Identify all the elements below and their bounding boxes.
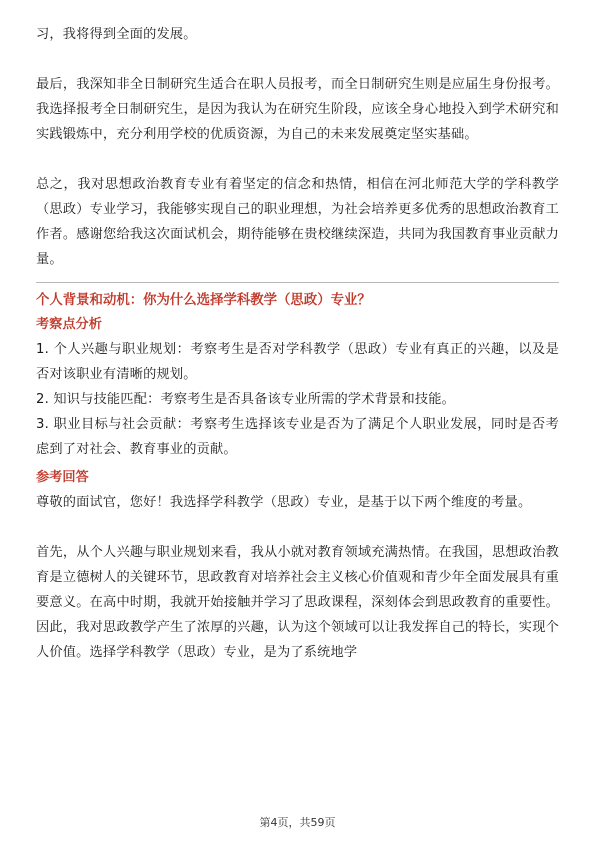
page-footer: 第4页，共59页 — [259, 816, 336, 829]
paragraph-gap — [36, 147, 559, 172]
analysis-item: 2. 知识与技能匹配：考察考生是否具备该专业所需的学术背景和技能。 — [36, 392, 455, 407]
answer-heading: 参考回答 — [36, 470, 89, 485]
analysis-item: 3. 职业目标与社会贡献：考察考生选择该专业是否为了满足个人职业发展，同时是否考虑到了对社会、教育事业的贡献。 — [36, 417, 559, 457]
answer-paragraph: 首先，从个人兴趣与职业规划来看，我从小就对教育领域充满热情。在我国，思想政治教育是立德树人的关键环节，思政教育对培养社会主义核心价值观和青少年全面发展具有重要意义。在高中时期，我就开始接触并学习了思政课程，深刻体会到思政教育的重要性。因此，我对思政教学产生了浓厚的兴趣，认为这个领域可以让我发挥自己的特长，实现个人价值。选择学科教学（思政）专业，是为了系统地学 — [36, 545, 559, 660]
body-paragraph: 总之，我对思想政治教育专业有着坚定的信念和热情，相信在河北师范大学的学科教学（思政）专业学习，我能够实现自己的职业理想，为社会培养更多优秀的思想政治教育工作者。感谢您给我这次面试机会，期待能够在贵校继续深造，共同为我国教育事业贡献力量。 — [36, 177, 559, 267]
page-content — [36, 22, 559, 665]
body-paragraph: 习，我将得到全面的发展。 — [36, 27, 197, 42]
analysis-heading: 考察点分析 — [36, 317, 102, 332]
paragraph-gap — [36, 515, 559, 540]
section-divider — [36, 282, 559, 283]
body-paragraph: 最后，我深知非全日制研究生适合在职人员报考，而全日制研究生则是应届生身份报考。我选择报考全日制研究生，是因为我认为在研究生阶段，应该全身心地投入到学术研究和实践锻炼中，充分利用学校的优质资源，为自己的未来发展奠定坚实基础。 — [36, 77, 559, 142]
question-title: 个人背景和动机：你为什么选择学科教学（思政）专业？ — [36, 293, 371, 308]
paragraph-gap — [36, 47, 559, 72]
analysis-item: 1. 个人兴趣与职业规划：考察考生是否对学科教学（思政）专业有真正的兴趣，以及是否对该职业有清晰的规划。 — [36, 342, 559, 382]
answer-paragraph: 尊敬的面试官，您好！我选择学科教学（思政）专业，是基于以下两个维度的考量。 — [36, 495, 532, 510]
